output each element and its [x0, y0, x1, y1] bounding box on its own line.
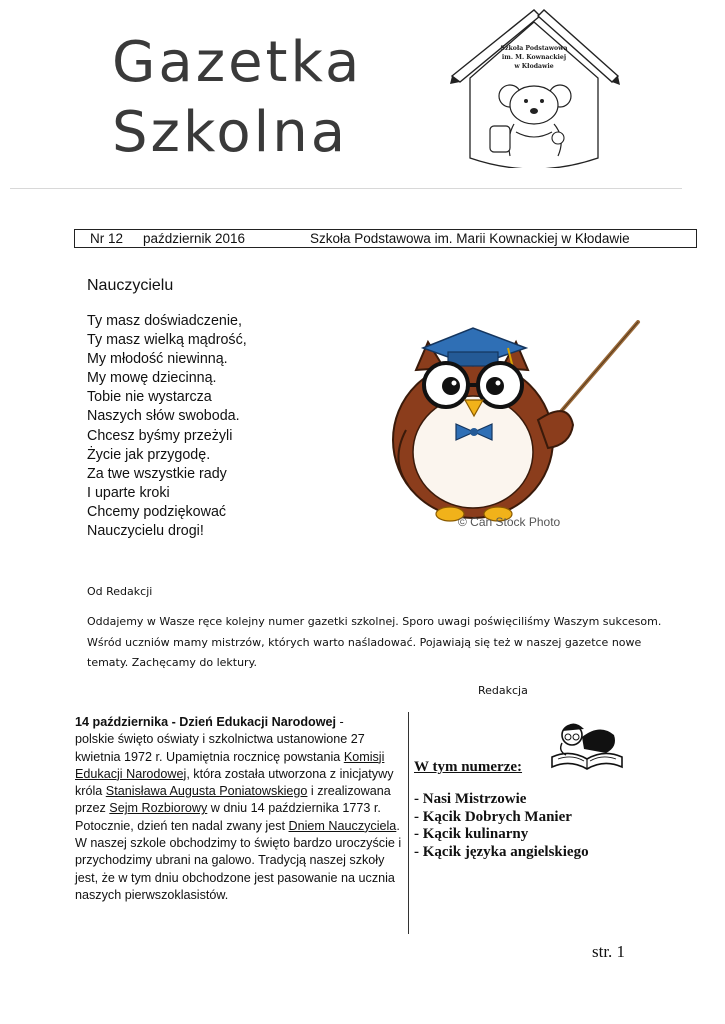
- editorial-title: Od Redakcji: [87, 585, 153, 598]
- newspaper-title: [112, 28, 362, 168]
- poem-title: Nauczycielu: [87, 277, 174, 294]
- link-teachers-day[interactable]: Dniem Nauczyciela: [288, 818, 397, 833]
- school-logo-house-icon: [448, 8, 620, 168]
- article-text: . W naszej szkole obchodzimy to święto bardzo uroczyście i przychodzimy ubrani na galowo. Tradycją naszej szkoły jest, że w tym dniu obchodzone jest pasowanie na ucznia naszych pierwszoklasistów.: [75, 818, 402, 902]
- article-text: w dniu 14 października 1773 r.: [207, 801, 381, 816]
- editorial-signature: Redakcja: [478, 684, 528, 697]
- issue-date: październik 2016: [143, 231, 246, 246]
- article-text: i zrealizowana przez: [75, 784, 391, 816]
- image-credit: © Can Stock Photo: [458, 515, 561, 529]
- issue-info-bar: [74, 229, 697, 248]
- article-teachers-day: [75, 714, 403, 904]
- editorial-body: Oddajemy w Wasze ręce kolejny numer gazetki szkolnej. Sporo uwagi poświęciliśmy Waszym sukcesom. Wśród uczniów mamy mistrzów, których warto naśladować. Pojawiają się też w naszej gazetce nowe tematy. Zachęcamy do lektury.: [87, 615, 662, 669]
- issue-number: Nr 12: [90, 231, 124, 246]
- poem-text: [87, 312, 247, 541]
- poem-line: Tobie nie wystarcza: [87, 389, 212, 406]
- contents-item[interactable]: - Kącik Dobrych Manier: [414, 808, 572, 825]
- contents-item[interactable]: - Kącik języka angielskiego: [414, 843, 589, 860]
- poem-line: Nauczycielu drogi!: [87, 523, 204, 540]
- contents-item[interactable]: - Kącik kulinarny: [414, 826, 529, 842]
- poem-line: Ty masz doświadczenie,: [87, 313, 242, 329]
- contents-title: W tym numerze:: [414, 759, 523, 775]
- article-text: Potocznie, dzień ten nadal zwany jest: [75, 818, 289, 833]
- poem-line: I uparte kroki: [87, 484, 170, 501]
- poem-line: Chcemy podziękować: [87, 503, 227, 520]
- poem-line: Za twe wszystkie rady: [87, 465, 227, 482]
- contents-item[interactable]: - Nasi Mistrzowie: [414, 791, 527, 807]
- article-headline: 14 października - Dzień Edukacji Narodowej: [75, 715, 337, 729]
- title-line-1: Gazetka: [112, 30, 363, 95]
- logo-text-line-2: im. M. Kownackiej: [501, 54, 567, 61]
- article-text: -: [336, 715, 344, 729]
- link-sejm[interactable]: Sejm Rozbiorowy: [109, 801, 208, 816]
- logo-text-line-3: w Kłodawie: [514, 63, 554, 70]
- article-text: , która została utworzona z inicjatywy króla: [75, 766, 394, 799]
- page-number: str. 1: [592, 942, 626, 961]
- poem-line: My młodość niewinną.: [87, 351, 228, 368]
- school-name: Szkoła Podstawowa im. Marii Kownackiej w Kłodawie: [310, 231, 630, 246]
- link-king[interactable]: Stanisława Augusta Poniatowskiego: [105, 784, 308, 799]
- logo-text-line-1: Szkoła Podstawowa: [500, 45, 568, 52]
- poem-line: Ty masz wielką mądrość,: [87, 332, 247, 349]
- masthead-divider: [10, 188, 682, 189]
- poem-line: Życie jak przygodę.: [87, 446, 211, 463]
- column-divider: [408, 712, 409, 934]
- poem-line: My mowę dziecinną.: [87, 370, 217, 387]
- contents-list: [414, 791, 589, 861]
- reading-book-icon: [548, 713, 626, 773]
- link-ken[interactable]: Komisji Edukacji Narodowej: [75, 749, 385, 781]
- title-line-2: Szkolna: [112, 100, 349, 165]
- poem-line: Naszych słów swoboda.: [87, 408, 240, 425]
- owl-teacher-icon: [388, 320, 643, 535]
- article-text: polskie święto oświaty i szkolnictwa ustanowione 27 kwietnia 1972 r. Upamiętnia rocznicę powstania: [75, 732, 365, 764]
- poem-line: Chcesz byśmy przeżyli: [87, 427, 233, 444]
